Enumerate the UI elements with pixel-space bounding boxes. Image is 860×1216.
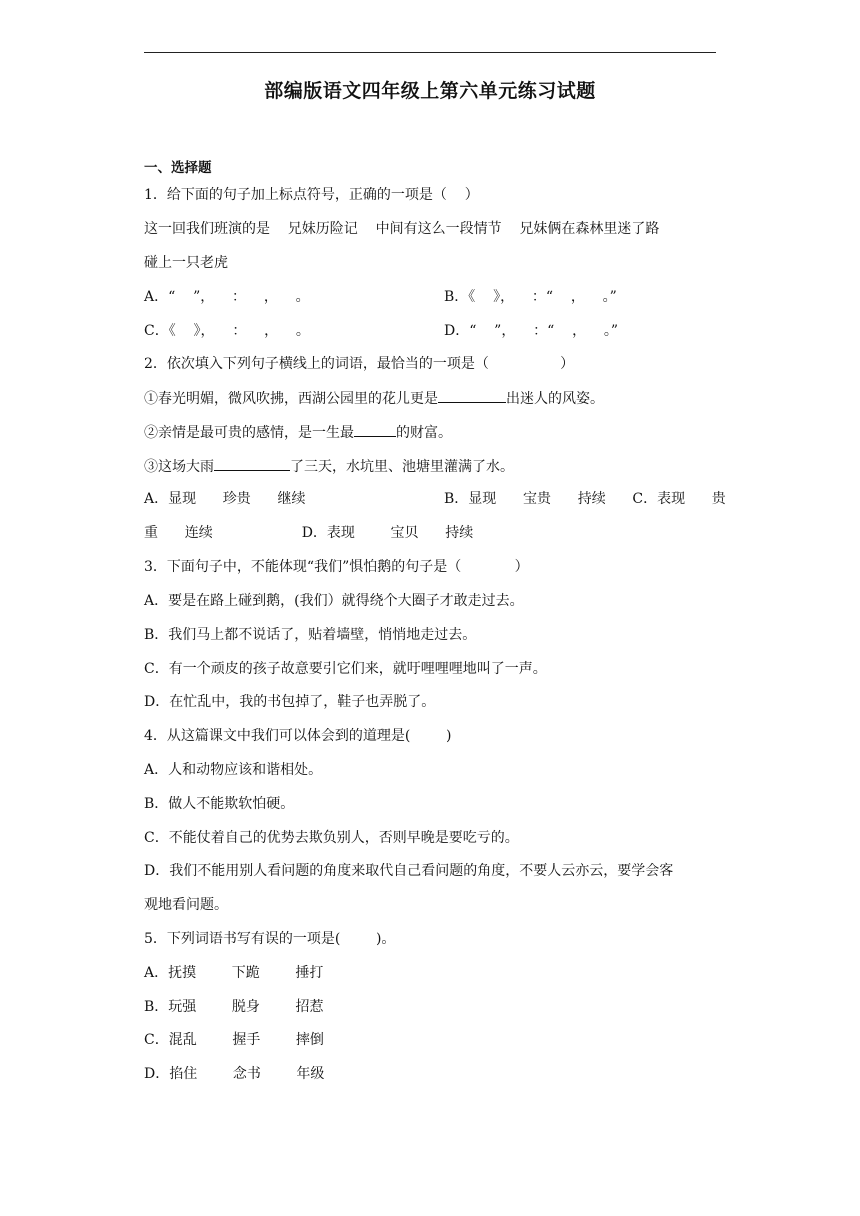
q3-option-a: A．要是在路上碰到鹅，(我们）就得绕个大圈子才敢走过去。: [144, 593, 524, 609]
q2-s1-blank: [438, 390, 506, 403]
q5-option-d: D．掐住 念书 年级: [144, 1066, 325, 1082]
q3-option-b: B．我们马上都不说话了，贴着墙壁，悄悄地走过去。: [144, 627, 477, 643]
q2-s3-text-end: 了三天，水坑里、池塘里灌满了水。: [290, 459, 514, 475]
q4-option-d: D．我们不能用别人看问题的角度来取代自己看问题的角度，不要人云亦云，要学会客: [144, 863, 674, 879]
q5-stem: 5．下列词语书写有误的一项是( )。: [144, 931, 396, 947]
q2-s3-text: ③这场大雨: [144, 459, 214, 475]
q2-s2-blank: [354, 424, 396, 437]
q4-option-d-continued: 观地看问题。: [144, 897, 228, 913]
q5-option-a: A．抚摸 下跪 捶打: [144, 965, 324, 981]
q1-option-d: D．“ ”， ：“ ， 。”: [444, 323, 619, 339]
q3-stem: 3．下面句子中，不能体现“我们”惧怕鹅的句子是（ ）: [144, 559, 529, 575]
section-heading: 一、选择题: [144, 160, 212, 176]
q2-s3-blank: [214, 458, 290, 471]
q1-option-c: C．《 》， ： ， 。: [144, 323, 310, 339]
q2-s1-text: ①春光明媚，微风吹拂，西湖公园里的花儿更是: [144, 391, 438, 407]
q2-stem: 2．依次填入下列句子横线上的词语，最恰当的一项是（ ）: [144, 356, 575, 372]
header-rule: [144, 52, 716, 53]
q2-s2-text-end: 的财富。: [396, 425, 452, 441]
q4-option-b: B．做人不能欺软怕硬。: [144, 796, 295, 812]
q4-option-a: A．人和动物应该和谐相处。: [144, 762, 323, 778]
page-title: 部编版语文四年级上第六单元练习试题: [264, 80, 596, 102]
q1-passage-line1: 这一回我们班演的是 兄妹历险记 中间有这么一段情节 兄妹俩在森林里迷了路: [144, 221, 660, 237]
q2-sentence-1: [144, 390, 604, 407]
q2-option-continued: 重 连续 D．表现 宝贝 持续: [144, 525, 474, 541]
q1-option-a: A．“ ”， ： ， 。: [144, 289, 310, 305]
q2-option-a: A．显现 珍贵 继续: [144, 491, 306, 507]
q2-s1-text-end: 出迷人的风姿。: [506, 391, 604, 407]
q5-option-c: C．混乱 握手 摔倒: [144, 1032, 324, 1048]
q3-option-d: D．在忙乱中，我的书包掉了，鞋子也弄脱了。: [144, 694, 436, 710]
q2-s2-text: ②亲情是最可贵的感情，是一生最: [144, 425, 354, 441]
q4-stem: 4．从这篇课文中我们可以体会到的道理是( ): [144, 728, 452, 744]
q4-option-c: C．不能仗着自己的优势去欺负别人，否则早晚是要吃亏的。: [144, 830, 519, 846]
q2-option-b-c: B．显现 宝贵 持续 C．表现 贵: [444, 491, 726, 507]
q3-option-c: C．有一个顽皮的孩子故意要引它们来，就吁哩哩哩地叫了一声。: [144, 661, 547, 677]
q1-option-b: B．《 》， ：“ ， 。”: [444, 289, 617, 305]
q2-sentence-3: [144, 458, 514, 475]
q1-stem: 1．给下面的句子加上标点符号，正确的一项是（ ）: [144, 187, 479, 203]
q2-sentence-2: [144, 424, 452, 441]
q5-option-b: B．玩强 脱身 招惹: [144, 999, 324, 1015]
q1-passage-line2: 碰上一只老虎: [144, 255, 228, 271]
